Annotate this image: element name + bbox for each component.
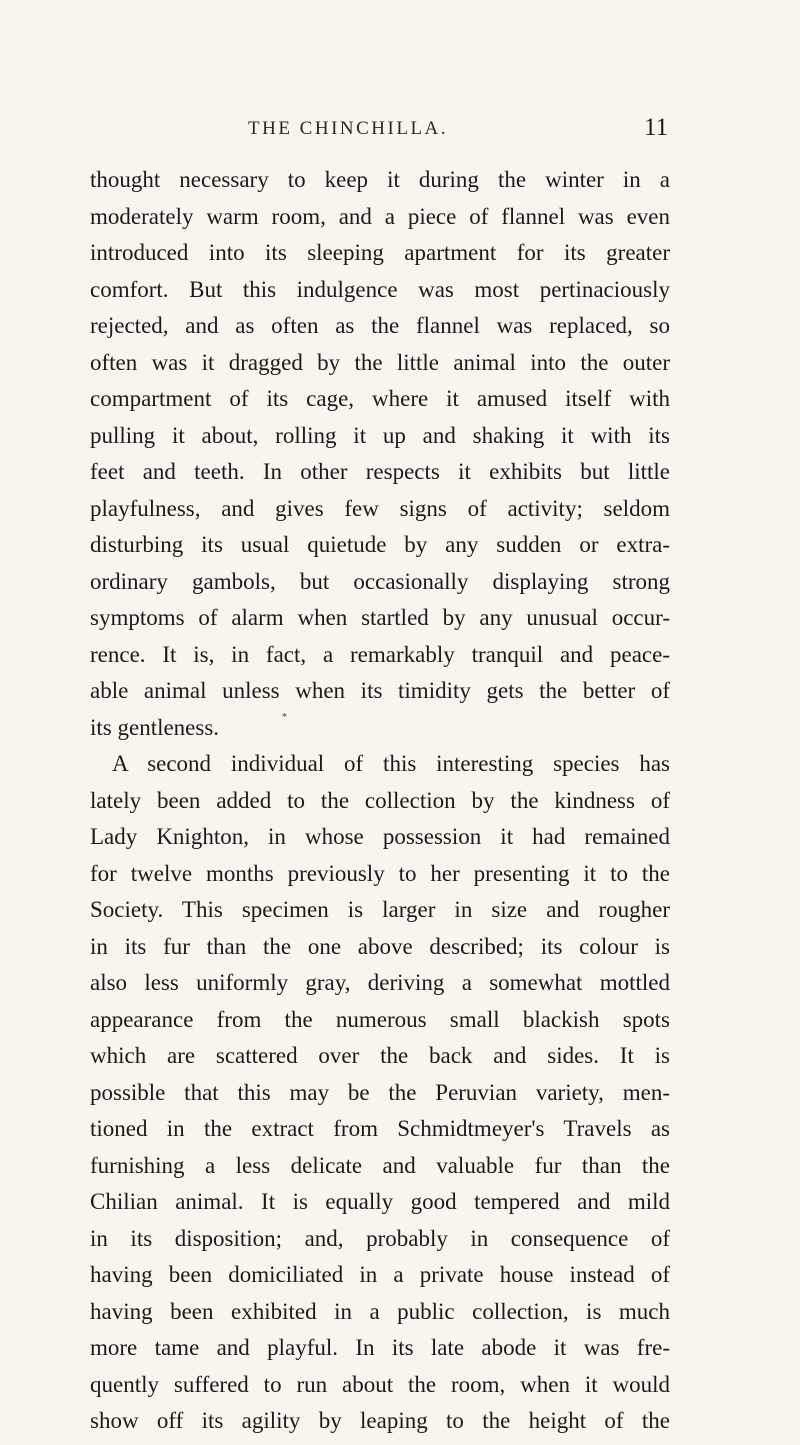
body-text	[90, 162, 670, 1440]
text-line: thought necessary to keep it during the winter in a	[90, 167, 670, 192]
stray-ink-mark: *	[282, 712, 287, 723]
text-line: which are scattered over the back and sides. It is	[90, 1043, 670, 1068]
text-line: for twelve months previously to her presenting it to the	[90, 860, 670, 886]
text-line: Chilian animal. It is equally good tempered and mild	[90, 1189, 670, 1214]
text-line: feet and teeth. In other respects it exhibits but little	[90, 459, 670, 484]
text-line: quently suffered to run about the room, when it would	[90, 1371, 670, 1397]
text-line: playfulness, and gives few signs of activity; seldom	[90, 495, 670, 521]
running-title: THE CHINCHILLA.	[248, 118, 449, 139]
text-line: symptoms of alarm when startled by any unusual occur-	[90, 605, 670, 630]
text-line: possible that this may be the Peruvian variety, men-	[90, 1079, 670, 1105]
text-line: appearance from the numerous small blackish spots	[90, 1006, 670, 1032]
text-line: comfort. But this indulgence was most pertinaciously	[90, 276, 670, 302]
paragraph-end-line: its gentleness.	[90, 714, 220, 740]
text-line: Lady Knighton, in whose possession it had remained	[90, 824, 670, 849]
text-line: rence. It is, in fact, a remarkably tranquil and peace-	[90, 641, 670, 667]
text-line: disturbing its usual quietude by any sudden or extra-	[90, 532, 670, 557]
text-line: rejected, and as often as the flannel was replaced, so	[90, 313, 670, 338]
running-header	[0, 114, 800, 144]
text-line: in its fur than the one above described; its colour is	[90, 933, 670, 959]
text-line: having been exhibited in a public collection, is much	[90, 1298, 670, 1324]
text-line: introduced into its sleeping apartment for its greater	[90, 240, 670, 265]
text-line: compartment of its cage, where it amused itself with	[90, 386, 670, 411]
paragraph-start-line: A second individual of this interesting species has	[112, 751, 670, 776]
text-line: tioned in the extract from Schmidtmeyer's Travels as	[90, 1116, 670, 1141]
text-line: able animal unless when its timidity gets the better of	[90, 678, 670, 703]
text-line: also less uniformly gray, deriving a somewhat mottled	[90, 970, 670, 995]
text-line: Society. This specimen is larger in size and rougher	[90, 897, 670, 922]
text-line: lately been added to the collection by the kindness of	[90, 787, 670, 813]
text-line: in its disposition; and, probably in consequence of	[90, 1225, 670, 1251]
text-line: pulling it about, rolling it up and shaking it with its	[90, 422, 670, 448]
text-line: show off its agility by leaping to the height of the	[90, 1408, 670, 1433]
text-line: moderately warm room, and a piece of flannel was even	[90, 203, 670, 229]
text-line: more tame and playful. In its late abode it was fre-	[90, 1335, 670, 1360]
page-number: 11	[644, 114, 669, 141]
text-line: ordinary gambols, but occasionally displaying strong	[90, 568, 670, 594]
text-line: having been domiciliated in a private house instead of	[90, 1262, 670, 1287]
text-line: often was it dragged by the little animal into the outer	[90, 349, 670, 375]
text-line: furnishing a less delicate and valuable fur than the	[90, 1152, 670, 1178]
